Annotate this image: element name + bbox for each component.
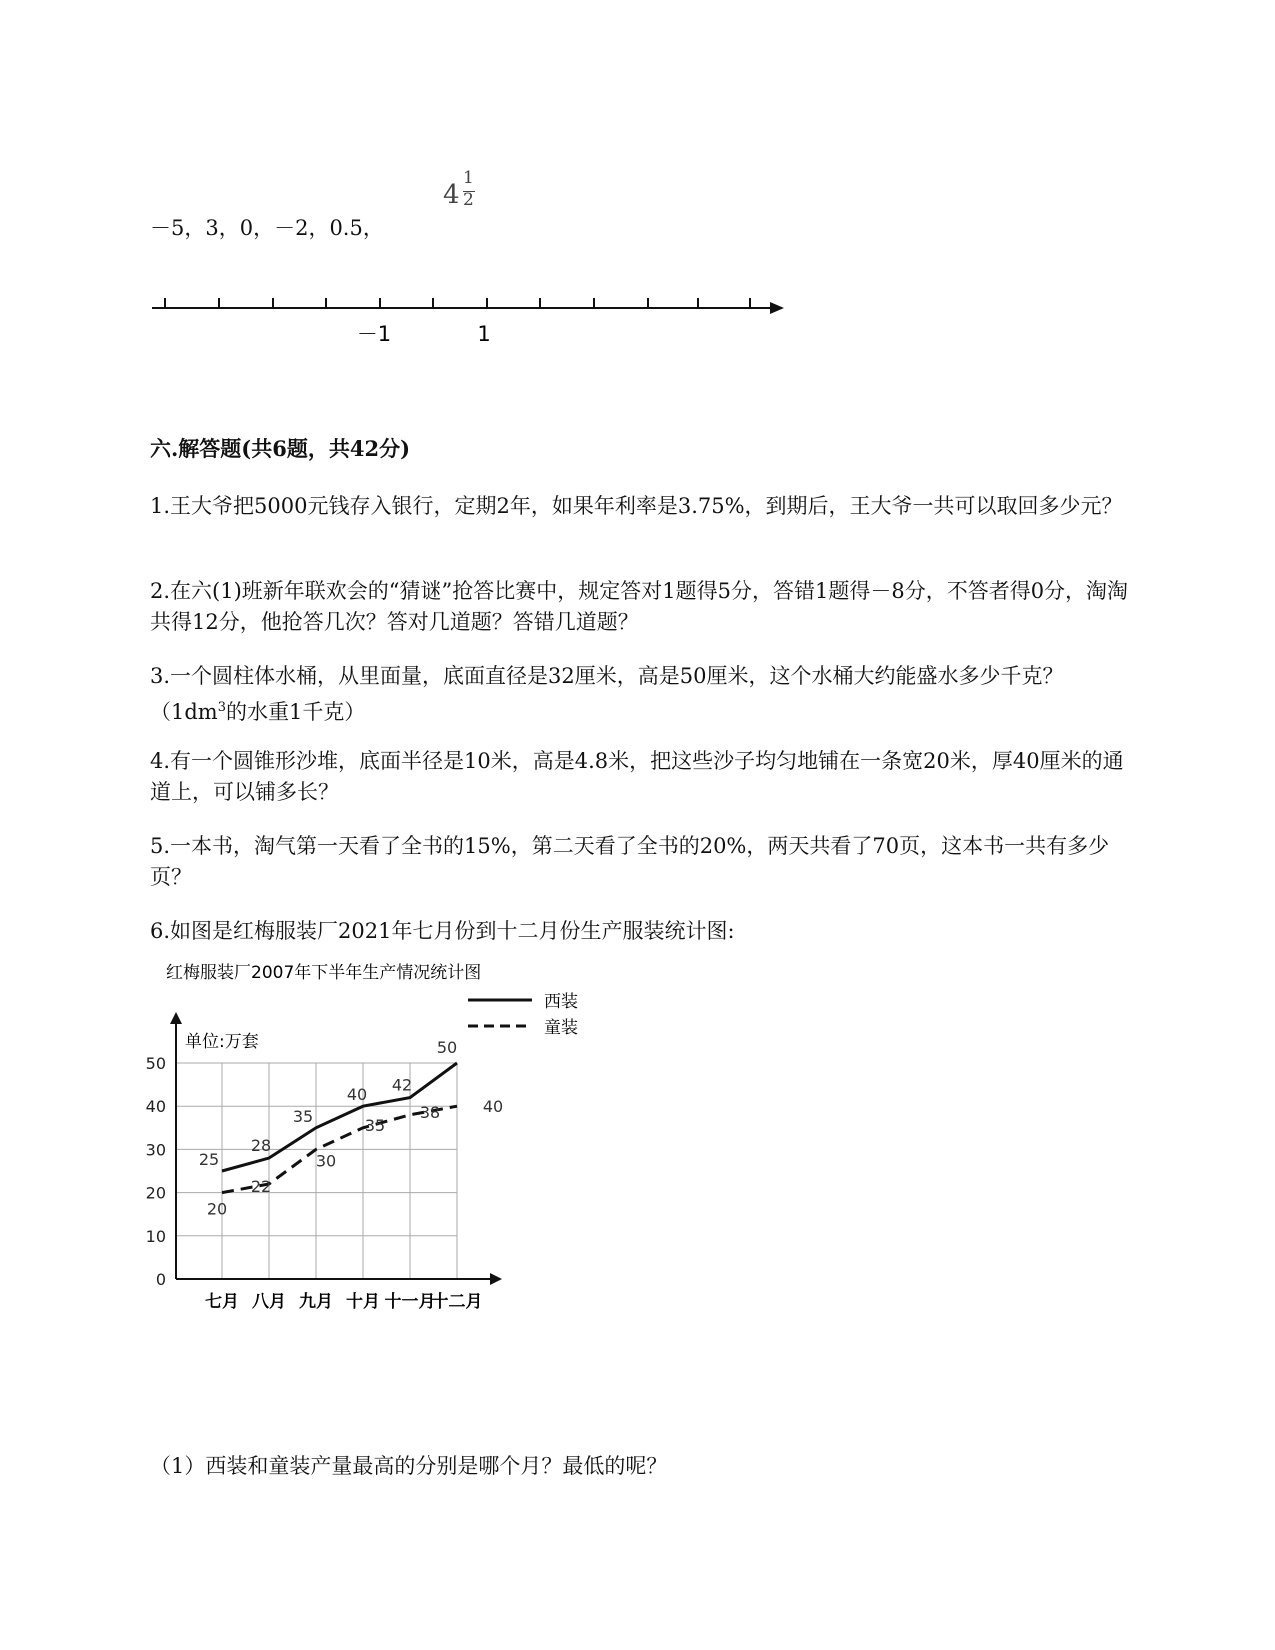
data-label: 35 bbox=[292, 1106, 314, 1126]
y-tick-label: 30 bbox=[145, 1140, 166, 1160]
data-label: 38 bbox=[419, 1102, 441, 1122]
fraction-denominator: 2 bbox=[463, 190, 474, 210]
data-label: 20 bbox=[206, 1199, 228, 1219]
y-tick-label: 50 bbox=[145, 1054, 166, 1073]
section-title: 六.解答题(共6题，共42分) bbox=[150, 436, 411, 461]
x-tick-label: 十二月 bbox=[431, 1292, 483, 1312]
y-tick-label: 10 bbox=[145, 1226, 166, 1246]
x-tick-label: 九月 bbox=[299, 1292, 333, 1312]
x-tick-label: 十一月 bbox=[384, 1292, 436, 1312]
question-3-text-end: 的水重1千克） bbox=[226, 700, 366, 724]
data-label: 42 bbox=[391, 1075, 413, 1095]
question-3 bbox=[150, 661, 1130, 728]
chart-series bbox=[222, 1063, 457, 1193]
number-line-label-1: 1 bbox=[477, 322, 491, 346]
question-5: 5.一本书，淘气第一天看了全书的15%，第二天看了全书的20%，两天共看了70页，这本书一共有多少页？ bbox=[150, 834, 1110, 889]
question-2: 2.在六(1)班新年联欢会的“猜谜”抢答比赛中，规定答对1题得5分，答错1题得－8分，不答者得0分，淘淘共得12分，他抢答几次？答对几道题？答错几道题？ bbox=[150, 579, 1129, 634]
fraction-whole: 4 bbox=[443, 180, 460, 210]
x-axis-arrow bbox=[490, 1273, 502, 1285]
legend-label-kids: 童装 bbox=[544, 1018, 578, 1038]
unit-label: 单位:万套 bbox=[185, 1032, 259, 1052]
question-3-text: 3.一个圆柱体水桶，从里面量，底面直径是32厘米，高是50厘米，这个水桶大约能盛水多少千克？（1dm bbox=[150, 664, 1064, 724]
chart-labels bbox=[146, 1038, 504, 1312]
data-label: 40 bbox=[482, 1097, 504, 1117]
data-label: 28 bbox=[250, 1136, 272, 1156]
line-chart bbox=[0, 950, 640, 1330]
x-tick-label: 八月 bbox=[252, 1292, 286, 1312]
data-label: 35 bbox=[364, 1115, 386, 1135]
data-label: 25 bbox=[198, 1150, 220, 1169]
fraction-numerator: 1 bbox=[463, 168, 474, 188]
y-axis-arrow bbox=[170, 1012, 182, 1024]
question-6: 6.如图是红梅服装厂2021年七月份到十二月份生产服装统计图: bbox=[150, 919, 735, 943]
number-list: －5，3，0，－2，0.5， bbox=[150, 216, 384, 240]
question-3-superscript: 3 bbox=[217, 700, 226, 715]
x-tick-label: 十月 bbox=[346, 1292, 380, 1312]
x-tick-label: 七月 bbox=[205, 1292, 239, 1312]
y-tick-label: 20 bbox=[145, 1183, 166, 1203]
chart-title: 红梅服装厂2007年下半年生产情况统计图 bbox=[166, 963, 482, 983]
number-line-label-neg1: －1 bbox=[356, 322, 392, 346]
legend-label-suit: 西装 bbox=[544, 992, 578, 1012]
number-line bbox=[0, 0, 1275, 380]
number-line-arrow bbox=[770, 302, 784, 314]
sub-question-1: （1）西装和童装产量最高的分别是哪个月？最低的呢？ bbox=[150, 1454, 668, 1478]
question-1: 1.王大爷把5000元钱存入银行，定期2年，如果年利率是3.75%，到期后，王大爷一共可以取回多少元？ bbox=[150, 494, 1123, 518]
y-tick-label: 0 bbox=[155, 1270, 166, 1289]
data-label: 30 bbox=[315, 1151, 337, 1171]
y-tick-label: 40 bbox=[145, 1097, 166, 1117]
data-label: 50 bbox=[436, 1038, 458, 1057]
data-label: 40 bbox=[346, 1085, 368, 1105]
data-label: 22 bbox=[250, 1176, 272, 1196]
question-4: 4.有一个圆锥形沙堆，底面半径是10米，高是4.8米，把这些沙子均匀地铺在一条宽20米，厚40厘米的通道上，可以铺多长？ bbox=[150, 749, 1124, 804]
